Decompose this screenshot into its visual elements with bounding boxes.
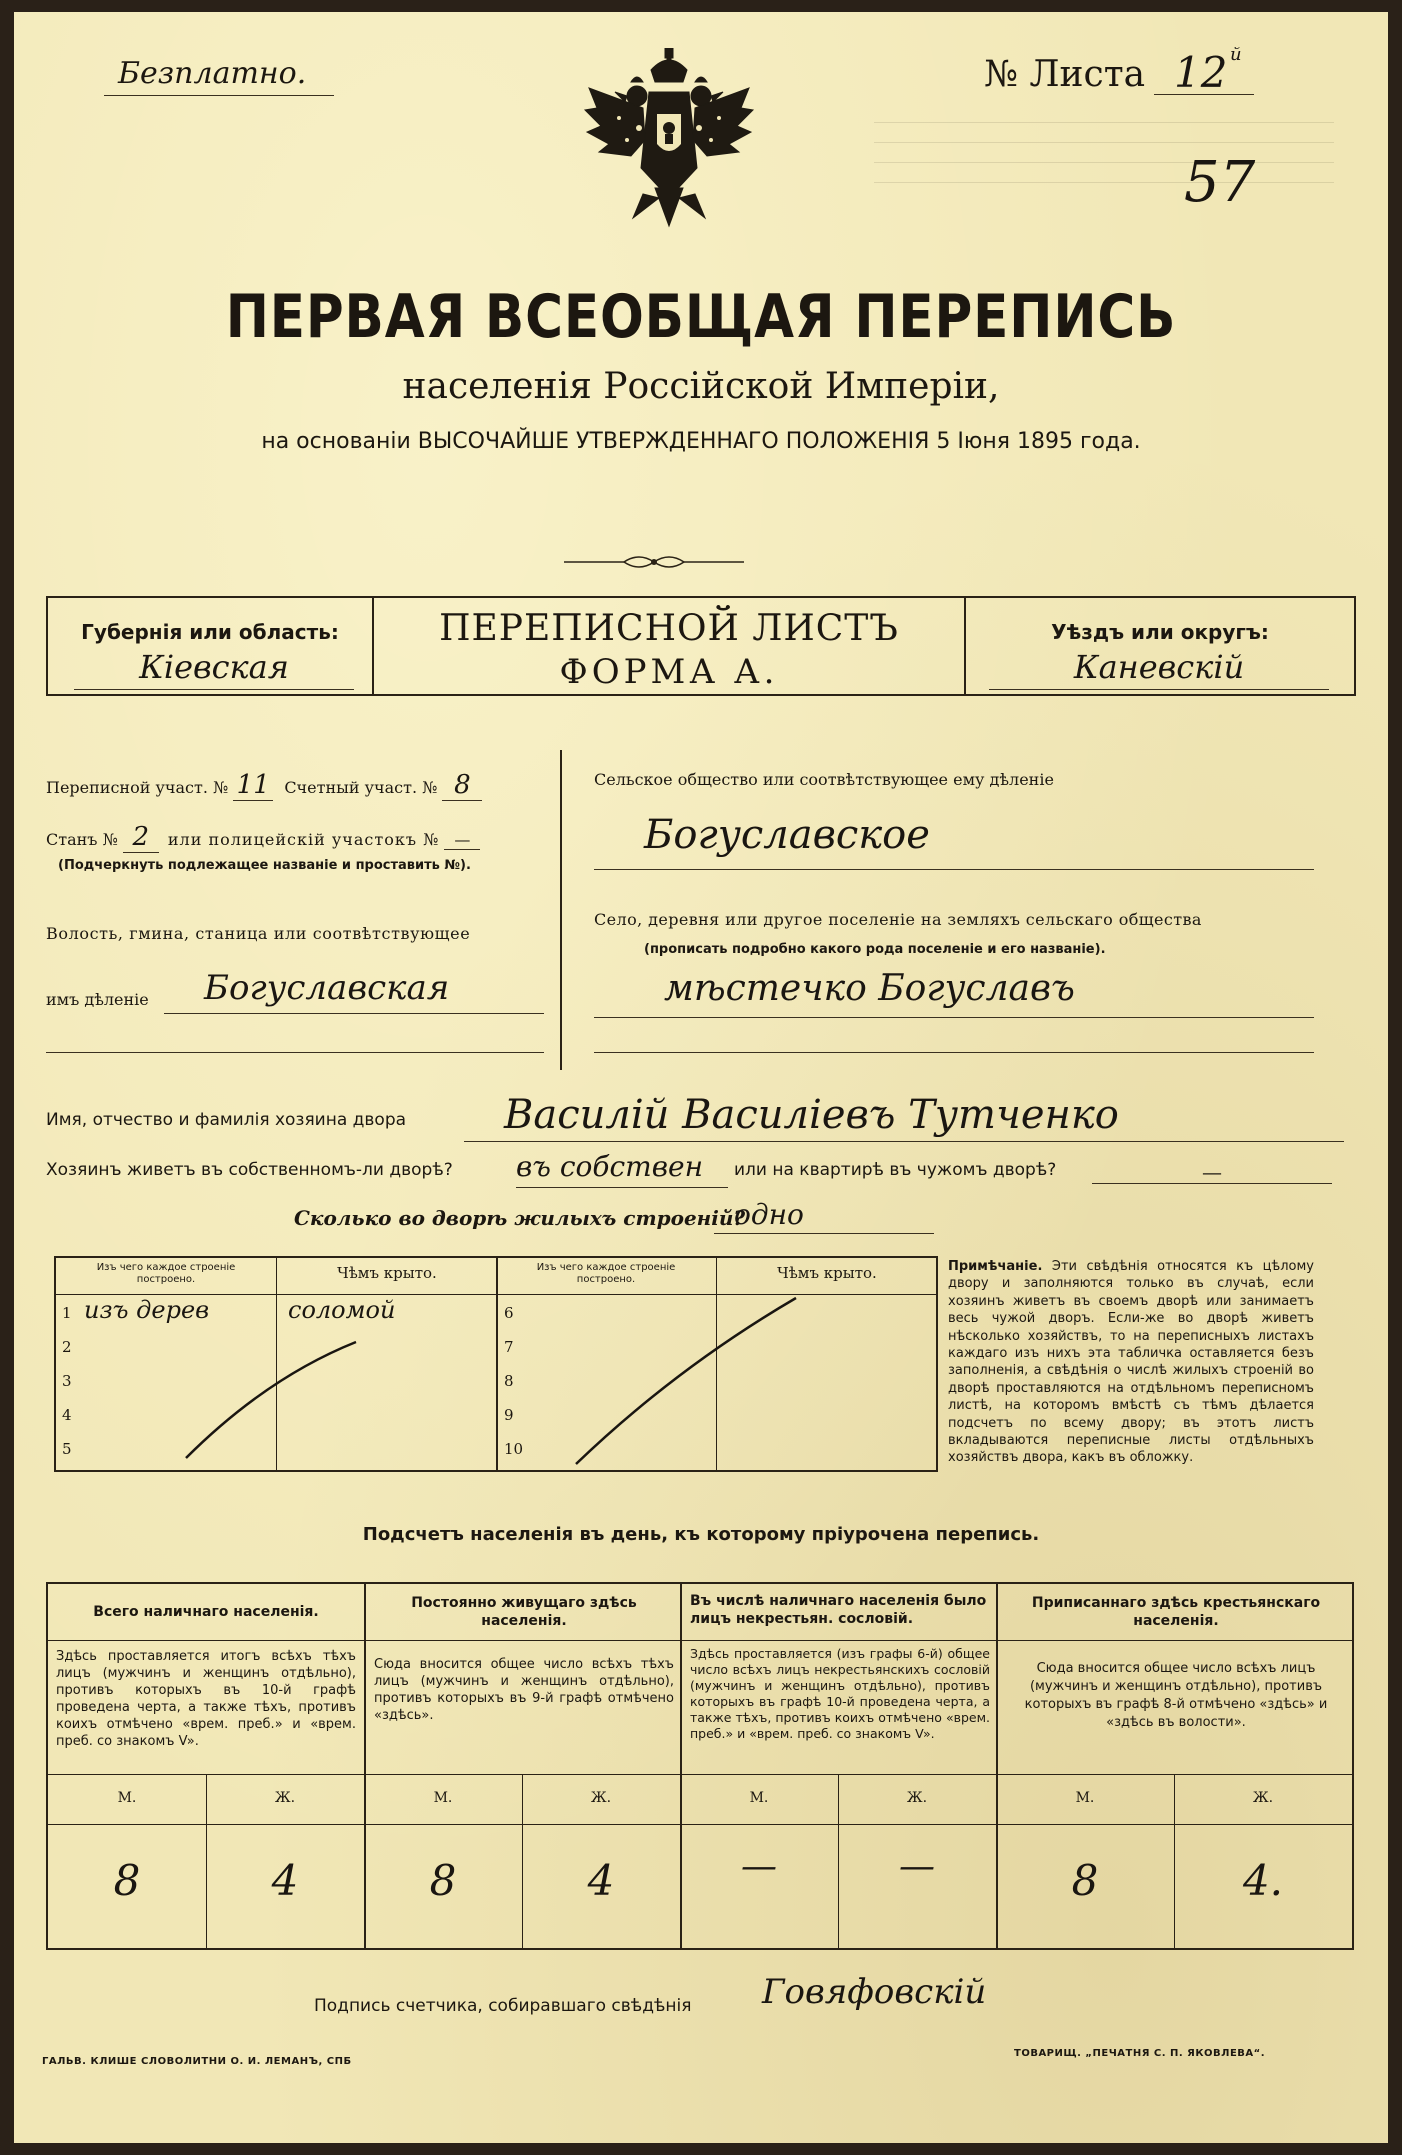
col-roof-header-right: Чѣмъ крыто. [777,1264,877,1282]
table-row: 5 [62,1440,72,1458]
stan-value: 2 [123,822,159,853]
sheet-number: 12 [1174,48,1228,97]
sheet-label: № Листа [984,54,1146,95]
ornament-divider-icon [564,552,744,572]
buildings-table [54,1256,938,1472]
list-title: ПЕРЕПИСНОЙ ЛИСТЪ [439,608,899,649]
table-row: 4 [62,1406,72,1424]
row-built-value: изъ дерев [84,1296,210,1324]
volost-value: Богуславская [164,968,544,1014]
legal-basis: на основаніи ВЫСОЧАЙШЕ УТВЕРЖДЕННАГО ПОЛОЖЕНІЯ 5 Іюня 1895 года. [261,429,1141,454]
census-area-label: Переписной участ. № [46,778,229,797]
pop-col-4-m: 8 [1071,1856,1099,1905]
population-title: Подсчетъ населенія въ день, къ которому пріурочена перепись. [362,1524,1040,1545]
f-label: Ж. [906,1790,928,1806]
sheet-number-suffix: й [1230,44,1242,65]
table-row: 9 [504,1406,514,1424]
population-table [46,1582,1354,1950]
sheet-number-block [974,44,1274,100]
census-area-value: 11 [233,770,273,801]
gubernia-label: Губернія или область: [81,620,339,644]
page-title: ПЕРВАЯ ВСЕОБЩАЯ ПЕРЕПИСЬ [225,282,1177,352]
title-block [14,282,1388,454]
page-mark: 57 [1184,150,1256,215]
free-label-box [104,52,334,96]
underline-note: (Подчеркнуть подлежащее названіе и проставить №). [58,858,471,873]
free-label: Безплатно. [118,56,307,91]
uezd-label: Уѣздъ или округъ: [1051,620,1269,644]
owner-rent-value: — [1092,1160,1332,1184]
stan-row [46,822,556,852]
buildings-count-value: одно [714,1198,934,1234]
society-value: Богуславское [594,812,1314,870]
m-label: М. [749,1790,769,1806]
footer-left: ГАЛЬВ. КЛИШЕ СЛОВОЛИТНИ О. И. ЛЕМАНЪ, СПБ [42,2056,352,2067]
count-area-value: 8 [442,770,482,801]
table-row: 3 [62,1372,72,1390]
table-row: 6 [504,1304,514,1322]
pop-col-4-header: Приписаннаго здѣсь крестьянскаго населенія. [1031,1595,1321,1629]
owner-rent-label: или на квартирѣ въ чужомъ дворѣ? [734,1160,1057,1180]
signature-row [314,1972,1114,2036]
volost-label: Волость, гмина, станица или соотвѣтствующее [46,924,471,943]
pop-col-3-desc: Здѣсь проставляется (изъ графы 6-й) общее число всѣхъ лицъ некрестьянскихъ сословій (мужчинъ и женщинъ отдѣльно), противъ которыхъ въ графѣ 10-й проведена черта, а также тѣхъ, противъ коихъ отмѣчено «врем. преб.» и «врем. преб. со знакомъ V». [690,1646,990,1741]
owner-lives-label: Хозяинъ живетъ въ собственномъ-ли дворѣ? [46,1160,453,1180]
census-form-page [14,12,1388,2143]
owner-name-label: Имя, отчество и фамилія хозяина двора [46,1110,407,1130]
table-row: 8 [504,1372,514,1390]
table-row: 10 [504,1440,524,1458]
uezd-value: Каневскій [989,648,1329,690]
police-value: — [444,830,480,850]
pop-col-3-m: — [741,1846,777,1887]
table-row: 1 изъ дерев соломой [62,1296,396,1324]
f-label: Ж. [1252,1790,1274,1806]
society-label: Сельское общество или соотвѣтствующее ему дѣленіе [594,770,1054,789]
gubernia-value: Кіевская [74,648,354,690]
pop-col-3-f: — [899,1846,935,1887]
col-built-header-left: Изъ чего каждое строеніе построено. [96,1262,236,1285]
pop-col-1-desc: Здѣсь проставляется итогъ всѣхъ тѣхъ лицъ (мужчинъ и женщинъ отдѣльно), противъ которыхъ въ 10-й графѣ проведена черта, а также тѣхъ, противъ коихъ отмѣчено «врем. преб.» и «врем. преб. со знакомъ V». [56,1649,356,1749]
buildings-count-row [294,1198,994,1246]
note-text: Эти свѣдѣнія относятся къ цѣлому двору и заполняются только въ случаѣ, если хозяинъ живетъ въ своемъ дворѣ или занимаетъ весь чужой дворъ. Если-же во дворѣ живетъ нѣсколько хозяйствъ, то на переписныхъ листахъ каждаго изъ нихъ эта табличка оставляется безъ заполненія, а свѣдѣнія о числѣ жилыхъ строеній во дворѣ проставляются на отдѣльномъ переписномъ листѣ, на которомъ вмѣстѣ съ тѣмъ дѣлается подсчетъ по всему двору; въ этотъ листъ вкладываются переписные листы отдѣльныхъ хозяйствъ двора, какъ въ обложку. [948,1259,1314,1466]
pop-col-2-f: 4 [587,1856,615,1905]
form-name: ФОРМА А. [559,652,779,692]
pop-col-1-header: Всего наличнаго населенія. [93,1604,319,1620]
m-label: М. [117,1790,137,1806]
signature-label: Подпись счетчика, собиравшаго свѣдѣнія [314,1996,692,2016]
pop-col-1-f: 4 [271,1856,299,1905]
row-roof-value: соломой [288,1296,396,1324]
col-roof-header-left: Чѣмъ крыто. [337,1264,437,1282]
buildings-count-label: Сколько во дворѣ жилыхъ строеній? [294,1206,746,1230]
f-label: Ж. [590,1790,612,1806]
pop-col-2-header: Постоянно живущаго здѣсь населенія. [411,1595,637,1629]
village-value: мѣстечко Богуславъ [594,968,1314,1018]
bleed-through-texture [874,122,1334,202]
pop-col-4-f: 4. [1242,1856,1284,1905]
table-row: 7 [504,1338,514,1356]
f-label: Ж. [274,1790,296,1806]
imperial-eagle-emblem [579,48,759,238]
owner-name-row [46,1092,1346,1150]
village-note: (прописать подробно какого рода поселеніе и его названіе). [644,942,1106,957]
strike-through-marks [56,1258,936,1470]
pop-col-4-desc: Сюда вносится общее число всѣхъ лицъ (мужчинъ и женщинъ отдѣльно), противъ которыхъ въ графѣ 8-й отмѣчено «здѣсь» и «здѣсь въ волости». [1024,1661,1328,1730]
owner-lives-value: въ собствен [516,1150,728,1188]
table-row: 2 [62,1338,72,1356]
count-area-label: Счетный участ. № [284,778,438,797]
pop-col-2-m: 8 [429,1856,457,1905]
note-block [948,1258,1314,1467]
pop-col-1-m: 8 [113,1856,141,1905]
stan-label: Станъ № [46,830,118,849]
signature-value: Говяфовскій [762,1972,987,2012]
census-area-row [46,770,546,800]
volost-label-2: имъ дѣленіе [46,990,149,1009]
village-label: Село, деревня или другое поселеніе на земляхъ сельскаго общества [594,910,1202,929]
pop-col-2-desc: Сюда вносится общее число всѣхъ тѣхъ лицъ (мужчинъ и женщинъ отдѣльно), противъ которыхъ въ 9-й графѣ отмѣчено «здѣсь». [374,1657,674,1723]
footer-right: ТОВАРИЩ. „ПЕЧАТНЯ С. П. ЯКОВЛЕВА“. [1014,2048,1266,2059]
m-label: М. [1075,1790,1095,1806]
owner-name-value: Василій Василіевъ Тутченко [464,1092,1344,1142]
police-label: или полицейскій участокъ № [167,830,440,849]
col-built-header-right: Изъ чего каждое строеніе построено. [536,1262,676,1285]
pop-col-3-header: Въ числѣ наличнаго населенія было лицъ некрестьян. сословій. [690,1593,987,1627]
m-label: М. [433,1790,453,1806]
note-title: Примѣчаніе. [948,1259,1043,1274]
page-subtitle: населенія Россійской Имперіи, [402,366,1000,407]
owner-lives-row [46,1150,1346,1200]
